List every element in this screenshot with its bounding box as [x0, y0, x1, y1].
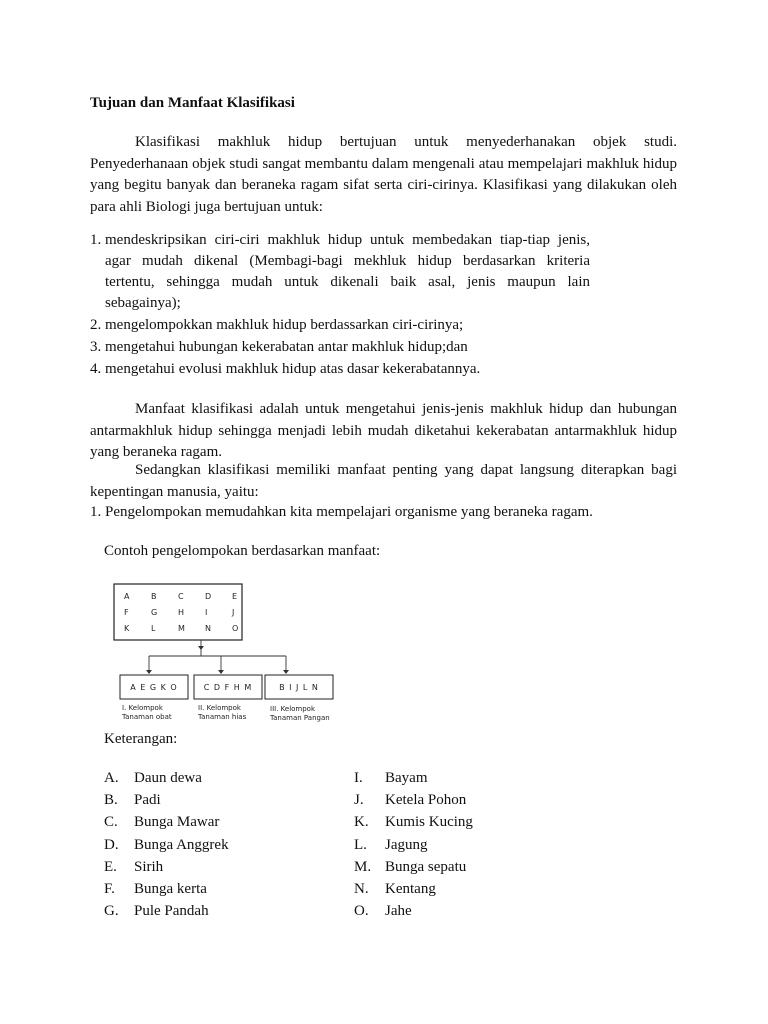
group-label: Tanaman obat [122, 713, 172, 721]
list-number: 1. [90, 232, 102, 248]
legend-value: Jahe [385, 903, 412, 920]
legend-key: K. [354, 814, 369, 831]
grid-letter: B [151, 592, 157, 601]
paragraph-application [90, 460, 677, 503]
list-item [90, 337, 590, 358]
group-label: Tanaman Pangan [270, 714, 330, 722]
legend-key: N. [354, 880, 369, 897]
legend-item [354, 790, 554, 812]
legend-item [354, 857, 554, 879]
species-grid [124, 592, 238, 633]
legend-key: C. [104, 814, 118, 831]
legend-key: F. [104, 880, 115, 897]
grid-letter: D [205, 592, 212, 601]
grid-letter: F [124, 608, 129, 617]
grid-letter: A [124, 592, 130, 601]
legend-value: Kumis Kucing [385, 814, 473, 831]
legend-item [354, 879, 554, 901]
legend-item [104, 812, 304, 834]
group-letters: A E G K O [130, 683, 178, 692]
group-label: I. Kelompok [122, 704, 163, 712]
legend-key: I. [354, 770, 363, 786]
legend-value: Bunga Mawar [134, 814, 220, 831]
document-title: Tujuan dan Manfaat Klasifikasi [90, 95, 295, 111]
legend-item [104, 857, 304, 879]
grid-letter: I [205, 608, 208, 617]
example-heading: Contoh pengelompokan berdasarkan manfaat: [104, 543, 381, 559]
benefit-item: 1. Pengelompokan memudahkan kita mempelajari organisme yang beraneka ragam. [90, 504, 593, 520]
legend-value: Bunga Anggrek [134, 836, 229, 853]
legend-heading: Keterangan: [104, 731, 178, 747]
list-item [90, 315, 590, 336]
legend-value: Daun dewa [134, 770, 202, 786]
legend-key: G. [104, 903, 119, 920]
legend-key: D. [104, 836, 119, 853]
legend-key: M. [354, 858, 372, 875]
goals-list [90, 230, 590, 380]
paragraph-application-text: Sedangkan klasifikasi memiliki manfaat penting yang dapat langsung diterapkan bagi kepentingan manusia, yaitu: [90, 462, 677, 500]
grid-letter: E [232, 592, 238, 601]
group-label: Tanaman hias [198, 713, 247, 721]
paragraph-purpose-text: Klasifikasi makhluk hidup bertujuan untuk menyederhanakan objek studi. Penyederhanaan objek studi sangat membantu dalam mengenali atau mempelajari makhluk hidup yang begitu banyak dan beraneka ragam sifat serta ciri-cirinya. Klasifikasi yang dilakukan oleh para ahli Biologi juga bertujuan untuk: [90, 134, 677, 215]
grid-letter: N [205, 624, 211, 633]
legend-value: Jagung [385, 836, 428, 853]
list-number: 4. [90, 361, 102, 377]
arrow-heads [146, 646, 289, 674]
legend-value: Pule Pandah [134, 903, 209, 920]
group-letters: B I J L N [279, 683, 319, 692]
grid-letter: K [124, 624, 130, 633]
legend-key: E. [104, 858, 117, 875]
list-text: mengetahui hubungan kekerabatan antar makhluk hidup;dan [105, 339, 468, 355]
legend-item [354, 812, 554, 834]
group-letters: C D F H M [203, 683, 253, 692]
grid-letter: J [232, 608, 235, 617]
grid-letter: M [178, 624, 185, 633]
list-text: mengelompokkan makhluk hidup berdassarkan ciri-cirinya; [105, 317, 464, 333]
legend-item [104, 835, 304, 857]
legend-item [104, 768, 304, 790]
legend-value: Bayam [385, 770, 428, 786]
list-number: 3. [90, 339, 102, 355]
legend-key: O. [354, 903, 369, 920]
list-item [90, 359, 590, 380]
legend-value: Bunga sepatu [385, 858, 467, 875]
legend-key: B. [104, 792, 118, 809]
grid-letter: G [151, 608, 158, 617]
grid-letter: H [178, 608, 185, 617]
list-number: 2. [90, 317, 102, 333]
legend-value: Kentang [385, 880, 436, 897]
group-label: II. Kelompok [198, 704, 241, 712]
legend-item [104, 879, 304, 901]
legend-key: L. [354, 836, 367, 853]
grid-letter: L [151, 624, 156, 633]
connector-lines [149, 640, 286, 672]
paragraph-purpose [90, 132, 677, 218]
grid-letter: O [232, 624, 239, 633]
paragraph-benefit-text: Manfaat klasifikasi adalah untuk mengetahui jenis-jenis makhluk hidup dan hubungan antarmakhluk hidup sehingga menjadi lebih mudah diketahui kekerabatan antarmakhluk hidup yang beraneka ragam. [90, 401, 677, 460]
legend-list-right [354, 768, 554, 923]
legend-key: J. [354, 792, 364, 809]
legend-list-left [104, 768, 304, 923]
list-text: mendeskripsikan ciri-ciri makhluk hidup untuk membedakan tiap-tiap jenis, agar mudah dikenal (Membagi-bagi mekhluk hidup berdasarkan kriteria tertentu, sehingga mudah untuk dikenali baik asal, jenis maupun lain sebagainya); [105, 232, 590, 311]
list-text: mengetahui evolusi makhluk hidup atas dasar kekerabatannya. [105, 361, 481, 377]
classification-diagram [112, 578, 352, 728]
legend-item [104, 790, 304, 812]
legend-value: Sirih [134, 858, 164, 875]
legend-item [354, 835, 554, 857]
legend-item [354, 901, 554, 923]
legend-value: Bunga kerta [134, 880, 207, 897]
legend-item [354, 768, 554, 790]
legend-key: A. [104, 770, 119, 786]
list-item [90, 230, 590, 314]
paragraph-benefit [90, 399, 677, 464]
legend-value: Ketela Pohon [385, 792, 467, 809]
legend-value: Padi [134, 792, 161, 809]
group-label: III. Kelompok [270, 705, 316, 713]
grid-letter: C [178, 592, 184, 601]
legend-item [104, 901, 304, 923]
